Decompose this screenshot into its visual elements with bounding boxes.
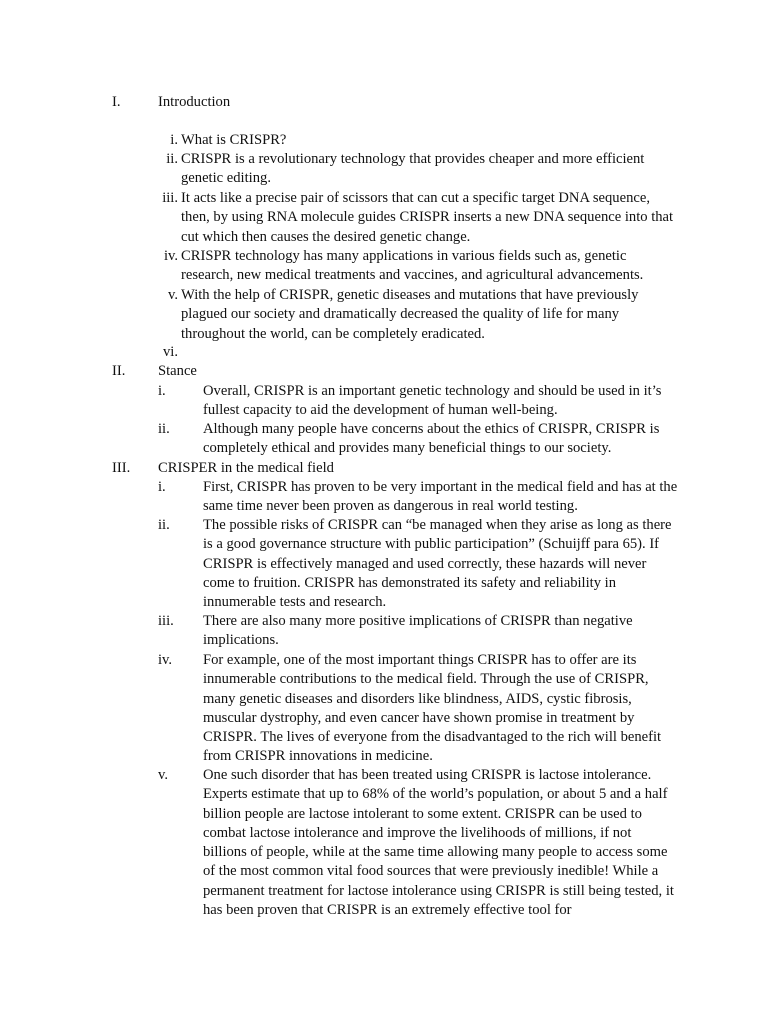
list-item xyxy=(158,189,678,247)
section-numeral: III. xyxy=(112,460,131,476)
item-text: With the help of CRISPR, genetic diseases and mutations that have previously plagued our society and dramatically decreased the quality of life for many throughout the world, can be completely eradicated. xyxy=(181,287,639,342)
item-text: First, CRISPR has proven to be very important in the medical field and has at the same time never been proven as dangerous in real world testing. xyxy=(203,479,678,515)
list-item xyxy=(158,286,678,344)
list-item xyxy=(158,382,678,421)
list-item xyxy=(158,150,678,189)
item-text: Although many people have concerns about the ethics of CRISPR, CRISPR is completely ethical and provides many beneficial things to our society. xyxy=(203,421,660,457)
item-text: The possible risks of CRISPR can “be managed when they arise as long as there is a good governance structure with public participation” (Schuijff para 65). If CRISPR is effectively managed and used correctly, these hazards will never come to fruition. CRISPR has demonstrated its safety and reliability in innumerable tests and research. xyxy=(203,517,672,611)
section-title: CRISPER in the medical field xyxy=(158,460,334,476)
item-text: It acts like a precise pair of scissors that can cut a specific target DNA sequence, then, by using RNA molecule guides CRISPR inserts a new DNA sequence into that cut which then causes the desired genetic change. xyxy=(181,190,674,245)
item-numeral: i. xyxy=(170,132,178,148)
item-numeral: iv. xyxy=(158,652,173,668)
list-item xyxy=(158,766,678,920)
list-item xyxy=(158,612,678,651)
section-title: Stance xyxy=(158,363,197,379)
item-numeral: ii. xyxy=(158,517,170,533)
section-title: Introduction xyxy=(158,94,231,110)
item-text: For example, one of the most important things CRISPR has to offer are its innumerable contributions to the medical field. Through the use of CRISPR, many genetic diseases and disorders like blindness, AIDS, cystic fibrosis, muscular dystrophy, and even cancer have shown promise in treatment by CRISPR. The lives of everyone from the disadvantaged to the rich will benefit from CRISPR innovations in medicine. xyxy=(203,652,662,765)
item-text: Overall, CRISPR is an important genetic technology and should be used in it’s fullest capacity to aid the development of human well-being. xyxy=(203,383,662,419)
item-numeral: v. xyxy=(168,287,178,303)
item-text: There are also many more positive implications of CRISPR than negative implications. xyxy=(203,613,633,649)
list-item xyxy=(158,478,678,517)
item-numeral: iii. xyxy=(158,613,174,629)
item-text: One such disorder that has been treated using CRISPR is lactose intolerance. Experts estimate that up to 68% of the world’s population, or about 5 and a half billion people are lactose intolerant to some extent. CRISPR can be used to combat lactose intolerance and improve the livelihoods of millions, if not billions of people, while at the same time allowing many people to access some of the most common vital food sources that were previously inedible! While a permanent treatment for lactose intolerance using CRISPR is still being tested, it has been proven that CRISPR is an extremely effective tool for xyxy=(203,767,674,919)
item-text: CRISPR is a revolutionary technology that provides cheaper and more efficient genetic editing. xyxy=(181,151,645,187)
section-numeral: I. xyxy=(112,94,121,110)
item-numeral: iv. xyxy=(163,248,178,264)
item-numeral: vi. xyxy=(163,344,178,360)
item-text: What is CRISPR? xyxy=(181,132,287,148)
list-item xyxy=(158,651,678,767)
item-numeral: ii. xyxy=(158,421,170,437)
item-numeral: ii. xyxy=(166,151,178,167)
item-numeral: v. xyxy=(158,767,168,783)
list-item xyxy=(158,420,678,459)
section-numeral: II. xyxy=(112,363,126,379)
item-numeral: i. xyxy=(158,479,166,495)
list-item xyxy=(158,131,678,150)
item-numeral: i. xyxy=(158,383,166,399)
list-item xyxy=(158,516,678,612)
item-text: CRISPR technology has many applications in various fields such as, genetic research, new medical treatments and vaccines, and agricultural advancements. xyxy=(181,248,644,284)
item-numeral: iii. xyxy=(162,190,178,206)
list-item xyxy=(158,247,678,286)
